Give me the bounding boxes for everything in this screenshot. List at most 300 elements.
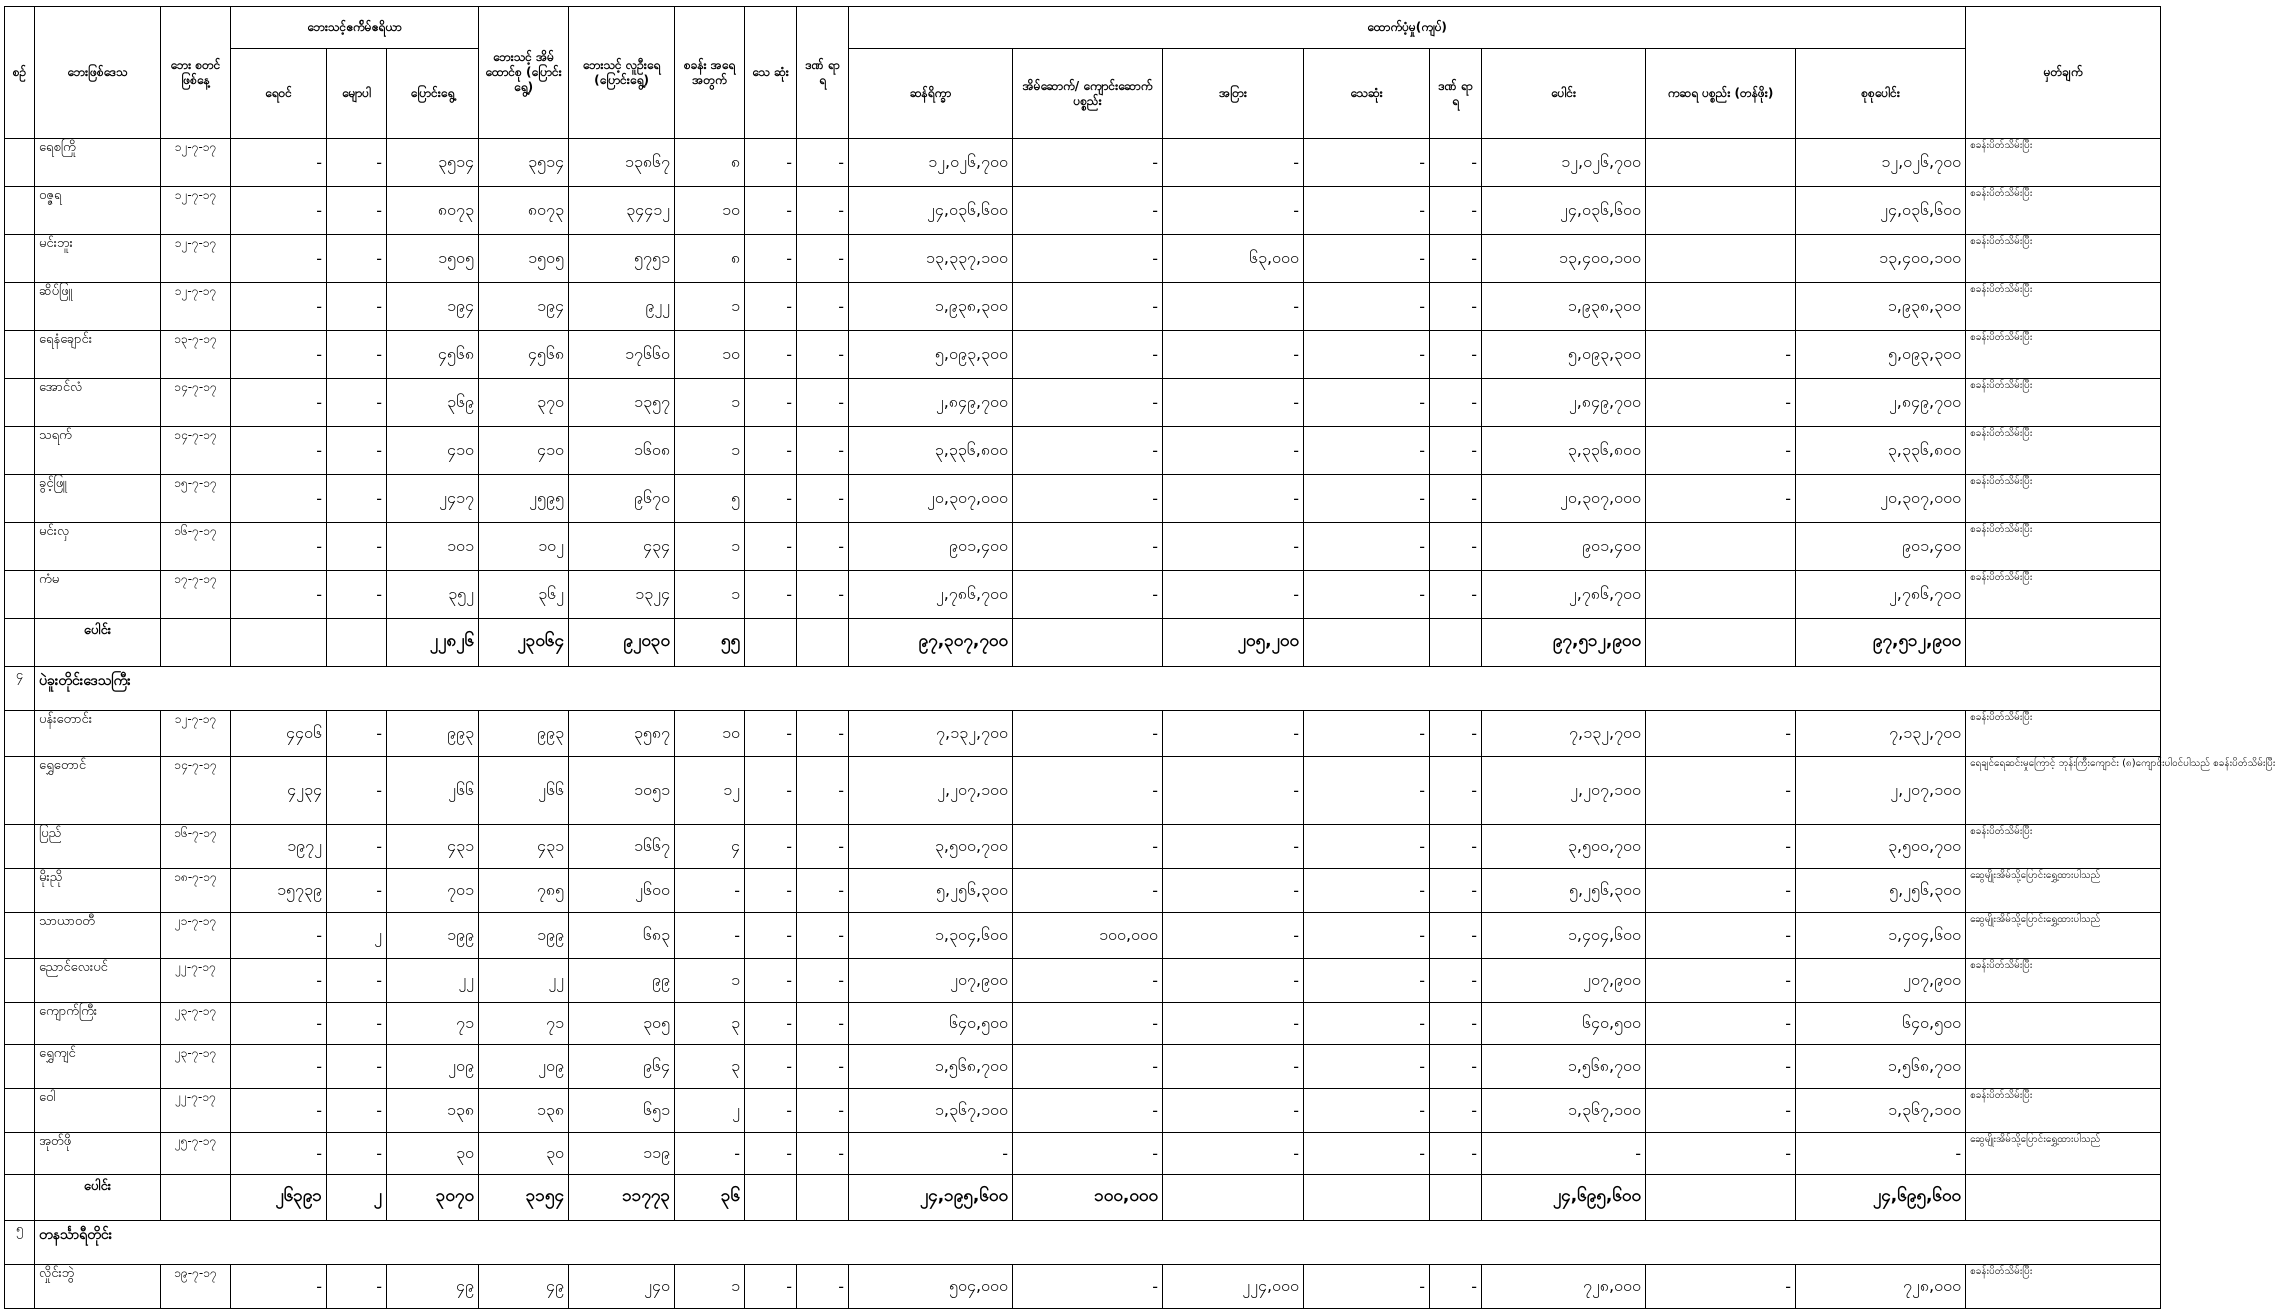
cash-cell: ၅၀၄,၀၀၀ [849,1265,1013,1309]
subtotal-label: ပေါင်း [35,619,161,667]
table-row [5,1045,2161,1089]
camps-cell: - [675,913,745,959]
paddy-cell: - [231,913,327,959]
moved-cell: ၁၉၉ [387,913,479,959]
foreign-cell: - [1646,1265,1796,1309]
dead-cell: - [745,1045,797,1089]
table-row [5,379,2161,427]
aid-total-cell: ၁,၅၆၈,၇၀၀ [1482,1045,1646,1089]
cash-cell: ၉၀၁,၄၀၀ [849,523,1013,571]
injury-aid-cell: - [1430,959,1482,1003]
injured-cell: - [797,1045,849,1089]
camps-cell: ၁ [675,1265,745,1309]
table-row [5,959,2161,1003]
table-row [5,1133,2161,1175]
remark-cell [1966,1045,2161,1089]
injured-cell: - [797,139,849,187]
foreign-cell: - [1646,475,1796,523]
funeral-cell: - [1304,331,1430,379]
header-aid-group: ထောက်ပံ့မှု(ကျပ်) [849,7,1966,49]
clothes-cell: ၂၂၄,၀၀၀ [1163,1265,1304,1309]
date-cell: ၁၉-၇-၁၇ [161,1265,231,1309]
water-cell: - [327,869,387,913]
injured-cell: - [797,235,849,283]
moved-cell: ၁၃၈ [387,1089,479,1133]
header-camps: စခန်း အရေ အတွက် [675,7,745,139]
injured-cell: - [797,869,849,913]
dead-cell: - [745,331,797,379]
header-clothes: အဝြား [1163,49,1304,139]
repair-cell: - [1013,235,1163,283]
date-cell: ၁၂-၇-၁၇ [161,711,231,757]
remark-cell: ဆွေမျိုးအိမ်သို့ပြောင်းရွှေ့ထားပါသည် [1966,913,2161,959]
house-cell: ၄၅၆၈ [479,331,569,379]
repair-cell: - [1013,187,1163,235]
injured-cell: - [797,1133,849,1175]
dead-cell: - [745,757,797,825]
clothes-cell: - [1163,283,1304,331]
paddy-cell: - [231,139,327,187]
repair-cell: - [1013,571,1163,619]
paddy-cell: - [231,1003,327,1045]
aid-total-cell: ၁၃,၄၀၀,၁၀၀ [1482,235,1646,283]
aid-total-cell: ၅,၀၉၃,၃၀၀ [1482,331,1646,379]
aid-total-cell: ၁,၄၀၄,၆၀၀ [1482,913,1646,959]
header-damage-group: ဘေးသင့်ဧက်ိမ်ဧရိယာ [231,7,479,49]
serial-cell [5,1265,35,1309]
paddy-cell: - [231,475,327,523]
water-cell: - [327,475,387,523]
cash-cell: ၂,၇၈၆,၇၀၀ [849,571,1013,619]
funeral-cell: - [1304,913,1430,959]
section-row [5,667,2161,711]
moved-cell: ၄၃၁ [387,825,479,869]
aid-total-cell: ၇,၁၃၂,၇၀၀ [1482,711,1646,757]
remark-cell [1966,619,2161,667]
foreign-cell: - [1646,1133,1796,1175]
injury-aid-cell: - [1430,757,1482,825]
injury-aid-cell: - [1430,913,1482,959]
header-district: ဘေးဖြစ်ဒေသ [35,7,161,139]
paddy-cell: - [231,283,327,331]
aid-total-cell: ၅,၂၅၆,၃၀၀ [1482,869,1646,913]
injury-aid-cell: - [1430,1089,1482,1133]
table-row [5,187,2161,235]
grand-total-cell: ၂,၂၀၇,၁၀၀ [1796,757,1966,825]
cash-cell: ၁၂,၀၂၆,၇၀၀ [849,139,1013,187]
remark-cell: စခန်းပိတ်သိမ်းပြီး [1966,825,2161,869]
water-cell: - [327,1133,387,1175]
cash-cell: ၃,၅၀၀,၇၀၀ [849,825,1013,869]
dead-cell: - [745,1003,797,1045]
people-cell: ၉၂၂ [569,283,675,331]
repair-cell: - [1013,711,1163,757]
people-cell: ၆၈၃ [569,913,675,959]
moved-cell: ၃၀၇၀ [387,1175,479,1221]
moved-cell: ၃၅၁၄ [387,139,479,187]
injured-cell: - [797,283,849,331]
header-paddy: ရေဝင် [231,49,327,139]
remark-cell: စခန်းပိတ်သိမ်းပြီး [1966,475,2161,523]
funeral-cell: - [1304,711,1430,757]
clothes-cell: - [1163,1089,1304,1133]
clothes-cell: - [1163,711,1304,757]
remark-cell: စခန်းပိတ်သိမ်းပြီး [1966,235,2161,283]
injured-cell: - [797,331,849,379]
water-cell: - [327,1089,387,1133]
table-row [5,475,2161,523]
clothes-cell: - [1163,959,1304,1003]
foreign-cell [1646,187,1796,235]
repair-cell: - [1013,1003,1163,1045]
serial-cell [5,475,35,523]
funeral-cell: - [1304,757,1430,825]
people-cell: ၃၀၅ [569,1003,675,1045]
dead-cell: - [745,427,797,475]
foreign-cell [1646,235,1796,283]
people-cell: ၆၅၁ [569,1089,675,1133]
water-cell: - [327,427,387,475]
paddy-cell: ၁၉၇၂ [231,825,327,869]
serial-cell [5,1003,35,1045]
clothes-cell: - [1163,139,1304,187]
dead-cell: - [745,913,797,959]
district-cell: မင်းလှ [35,523,161,571]
table-row [5,235,2161,283]
people-cell: ၂၆၀၀ [569,869,675,913]
dead-cell: - [745,1133,797,1175]
funeral-cell [1304,1175,1430,1221]
funeral-cell: - [1304,825,1430,869]
camps-cell: ၁၀ [675,711,745,757]
cash-cell: ၇,၁၃၂,၇၀၀ [849,711,1013,757]
injury-aid-cell: - [1430,571,1482,619]
header-funeral: သေဆုံး [1304,49,1430,139]
injury-aid-cell: - [1430,1045,1482,1089]
remark-cell: စခန်းပိတ်သိမ်းပြီး [1966,331,2161,379]
header-aid-total: ပေါင်း [1482,49,1646,139]
foreign-cell: - [1646,379,1796,427]
header-serial: စဥ် [5,7,35,139]
repair-cell: - [1013,1265,1163,1309]
date-cell: ၂၅-၇-၁၇ [161,1133,231,1175]
aid-total-cell: ၂၄,၆၉၅,၆၀၀ [1482,1175,1646,1221]
injured-cell: - [797,959,849,1003]
aid-total-cell: ၉၇,၅၁၂,၉၀၀ [1482,619,1646,667]
aid-total-cell: ၂,၈၄၉,၇၀၀ [1482,379,1646,427]
header-grand-total: စုစုပေါင်း [1796,49,1966,139]
water-cell: - [327,825,387,869]
people-cell: ၉၂၀၃၀ [569,619,675,667]
camps-cell: ၁ [675,283,745,331]
clothes-cell [1163,1175,1304,1221]
repair-cell: ၁၀၀,၀၀၀ [1013,1175,1163,1221]
water-cell: - [327,1265,387,1309]
serial-cell [5,757,35,825]
people-cell: ၉၆၇၀ [569,475,675,523]
aid-total-cell: ၂၀၇,၉၀၀ [1482,959,1646,1003]
camps-cell: ၁ [675,571,745,619]
repair-cell [1013,619,1163,667]
district-cell: ညောင်လေးပင် [35,959,161,1003]
repair-cell: - [1013,1133,1163,1175]
date-cell: ၁၂-၇-၁၇ [161,139,231,187]
house-cell: ၇၁ [479,1003,569,1045]
water-cell: - [327,959,387,1003]
dead-cell: - [745,475,797,523]
injury-aid-cell [1430,619,1482,667]
table-row [5,1089,2161,1133]
moved-cell: ၃၀ [387,1133,479,1175]
injury-aid-cell [1430,1175,1482,1221]
funeral-cell: - [1304,523,1430,571]
injured-cell: - [797,757,849,825]
foreign-cell [1646,139,1796,187]
table-row [5,757,2161,825]
injured-cell [797,619,849,667]
camps-cell: ၈ [675,235,745,283]
camps-cell: ၄ [675,825,745,869]
people-cell: ၁၇၆၆၀ [569,331,675,379]
cash-cell: ၅,၂၅၆,၃၀၀ [849,869,1013,913]
injury-aid-cell: - [1430,1265,1482,1309]
cash-cell: ၂၀,၃၀၇,၀၀၀ [849,475,1013,523]
date-cell: ၁၂-၇-၁၇ [161,283,231,331]
remark-cell: စခန်းပိတ်သိမ်းပြီး [1966,379,2161,427]
header-remark: မှတ်ချက် [1966,7,2161,139]
date-cell: ၁၂-၇-၁၇ [161,187,231,235]
dead-cell: - [745,711,797,757]
water-cell: - [327,1003,387,1045]
clothes-cell: - [1163,913,1304,959]
table-header [5,7,2161,139]
remark-cell: စခန်းပိတ်သိမ်းပြီး [1966,283,2161,331]
relief-ledger-table [4,6,2275,1309]
date-cell: ၂၂-၇-၁၇ [161,1089,231,1133]
remark-cell [1966,1003,2161,1045]
cash-cell: ၁,၉၃၈,၃၀၀ [849,283,1013,331]
table-row [5,283,2161,331]
date-cell: ၁၆-၇-၁၇ [161,523,231,571]
funeral-cell: - [1304,1089,1430,1133]
dead-cell: - [745,523,797,571]
cash-cell: ၂၀၇,၉၀၀ [849,959,1013,1003]
clothes-cell: ၆၃,၀၀၀ [1163,235,1304,283]
header-dead: သေ ဆုံး [745,7,797,139]
camps-cell: ၁၂ [675,757,745,825]
district-cell: ခွင့်ဖြူ [35,475,161,523]
house-cell: ၃၁၅၄ [479,1175,569,1221]
district-cell: အုတ်ဖို [35,1133,161,1175]
header-foreign: ကဆရ ပစ္စည်း (တန်ဖိုး) [1646,49,1796,139]
funeral-cell: - [1304,283,1430,331]
district-cell: ကံမ [35,571,161,619]
remark-cell: စခန်းပိတ်သိမ်းပြီး [1966,1089,2161,1133]
district-cell: ဆိပ်ဖြူ [35,283,161,331]
foreign-cell: - [1646,869,1796,913]
date-cell [161,1175,231,1221]
date-cell: ၁၅-၇-၁၇ [161,475,231,523]
district-cell: ပန်းတောင်း [35,711,161,757]
aid-total-cell: ၃,၅၀၀,၇၀၀ [1482,825,1646,869]
paddy-cell: ၂၆၃၉၁ [231,1175,327,1221]
header-moved: ပြောင်းရွေ့ [387,49,479,139]
injury-aid-cell: - [1430,475,1482,523]
district-cell: ပြည် [35,825,161,869]
table-row [5,1003,2161,1045]
paddy-cell: - [231,235,327,283]
table-body [5,139,2275,1309]
date-cell: ၂၂-၇-၁၇ [161,959,231,1003]
serial-cell [5,331,35,379]
date-cell: ၁၄-၇-၁၇ [161,757,231,825]
serial-cell [5,571,35,619]
camps-cell: ၁ [675,523,745,571]
water-cell: ၂ [327,913,387,959]
cash-cell: ၆၄၀,၅၀၀ [849,1003,1013,1045]
dead-cell: - [745,825,797,869]
camps-cell: - [675,1133,745,1175]
date-cell: ၁၄-၇-၁၇ [161,427,231,475]
camps-cell: ၅ [675,475,745,523]
water-cell: - [327,523,387,571]
repair-cell: - [1013,1045,1163,1089]
grand-total-cell: ၂၄,၀၃၆,၆၀၀ [1796,187,1966,235]
water-cell: - [327,379,387,427]
date-cell: ၁၇-၇-၁၇ [161,571,231,619]
camps-cell: ၃ [675,1003,745,1045]
table-row [5,1265,2161,1309]
injured-cell [797,1175,849,1221]
moved-cell: ၄၅၆၈ [387,331,479,379]
grand-total-cell: ၇,၁၃၂,၇၀၀ [1796,711,1966,757]
foreign-cell: - [1646,913,1796,959]
table-row [5,913,2161,959]
house-cell: ၂၀၉ [479,1045,569,1089]
camps-cell: ၃၆ [675,1175,745,1221]
moved-cell: ၄၁၀ [387,427,479,475]
aid-total-cell: ၂,၂၀၇,၁၀၀ [1482,757,1646,825]
clothes-cell: - [1163,869,1304,913]
moved-cell: ၈၀၇၃ [387,187,479,235]
moved-cell: ၂၂ [387,959,479,1003]
grand-total-cell: ၅,၂၅၆,၃၀၀ [1796,869,1966,913]
house-cell: ၃၇၀ [479,379,569,427]
house-cell: ၂၅၉၅ [479,475,569,523]
house-cell: ၁၉၉ [479,913,569,959]
district-cell: ရေနံချောင်း [35,331,161,379]
water-cell: - [327,757,387,825]
dead-cell: - [745,283,797,331]
people-cell: ၄၃၄ [569,523,675,571]
moved-cell: ၂၄၁၇ [387,475,479,523]
camps-cell: ၁၀ [675,331,745,379]
header-water: မျောပါ [327,49,387,139]
district-cell: ဝေါ [35,1089,161,1133]
house-cell: ၁၀၂ [479,523,569,571]
house-cell: ၂၆၆ [479,757,569,825]
grand-total-cell: ၁၂,၀၂၆,၇၀၀ [1796,139,1966,187]
injury-aid-cell: - [1430,331,1482,379]
water-cell: - [327,139,387,187]
cash-cell: ၁၃,၃၃၇,၁၀၀ [849,235,1013,283]
clothes-cell: ၂၀၅,၂၀၀ [1163,619,1304,667]
injured-cell: - [797,379,849,427]
paddy-cell: - [231,571,327,619]
injury-aid-cell: - [1430,187,1482,235]
date-cell: ၁၆-၇-၁၇ [161,825,231,869]
people-cell: ၃၅၈၇ [569,711,675,757]
dead-cell: - [745,1089,797,1133]
clothes-cell: - [1163,379,1304,427]
clothes-cell: - [1163,1045,1304,1089]
dead-cell: - [745,187,797,235]
header-injured: ဒဏ် ရာ ရ [797,7,849,139]
people-cell: ၁၁၇၇၃ [569,1175,675,1221]
people-cell: ၁၁၉ [569,1133,675,1175]
moved-cell: ၃၅၂ [387,571,479,619]
camps-cell: ၁ [675,427,745,475]
section-number: ၅ [5,1221,35,1265]
funeral-cell: - [1304,1133,1430,1175]
grand-total-cell: ၉၀၁,၄၀၀ [1796,523,1966,571]
cash-cell: ၂၄,၁၉၅,၆၀၀ [849,1175,1013,1221]
funeral-cell: - [1304,1265,1430,1309]
camps-cell: ၂ [675,1089,745,1133]
aid-total-cell: ၃,၃၃၆,၈၀၀ [1482,427,1646,475]
grand-total-cell: ၂၀,၃၀၇,၀၀၀ [1796,475,1966,523]
subtotal-label: ပေါင်း [35,1175,161,1221]
house-cell: ၂၃၀၆၄ [479,619,569,667]
injury-aid-cell: - [1430,427,1482,475]
serial-cell [5,1045,35,1089]
injury-aid-cell: - [1430,1133,1482,1175]
repair-cell: - [1013,825,1163,869]
moved-cell: ၁၅၀၅ [387,235,479,283]
grand-total-cell: - [1796,1133,1966,1175]
district-cell: အောင်လံ [35,379,161,427]
remark-cell: စခန်းပိတ်သိမ်းပြီး [1966,711,2161,757]
paddy-cell: - [231,427,327,475]
cash-cell: ၂၄,၀၃၆,၆၀၀ [849,187,1013,235]
district-cell: သာယာဝတီ [35,913,161,959]
clothes-cell: - [1163,1003,1304,1045]
camps-cell: ၃ [675,1045,745,1089]
table-row [5,427,2161,475]
injured-cell: - [797,825,849,869]
aid-total-cell: ၇၂၈,၀၀၀ [1482,1265,1646,1309]
grand-total-cell: ၂၄,၆၉၅,၆၀၀ [1796,1175,1966,1221]
header-injury-aid: ဒဏ် ရာ ရ [1430,49,1482,139]
cash-cell: ၁,၃၀၄,၆၀၀ [849,913,1013,959]
remark-cell: စခန်းပိတ်သိမ်းပြီး [1966,523,2161,571]
dead-cell: - [745,235,797,283]
remark-cell: ဆွေမျိုးအိမ်သို့ပြောင်းရွှေ့ထားပါသည် [1966,869,2161,913]
paddy-cell: - [231,187,327,235]
foreign-cell [1646,619,1796,667]
clothes-cell: - [1163,757,1304,825]
serial-cell [5,1089,35,1133]
paddy-cell [231,619,327,667]
moved-cell: ၇၁ [387,1003,479,1045]
water-cell: - [327,187,387,235]
table-row [5,571,2161,619]
clothes-cell: - [1163,427,1304,475]
cash-cell: ၁,၅၆၈,၇၀၀ [849,1045,1013,1089]
grand-total-cell: ၁,၉၃၈,၃၀၀ [1796,283,1966,331]
camps-cell: ၈ [675,139,745,187]
clothes-cell: - [1163,187,1304,235]
